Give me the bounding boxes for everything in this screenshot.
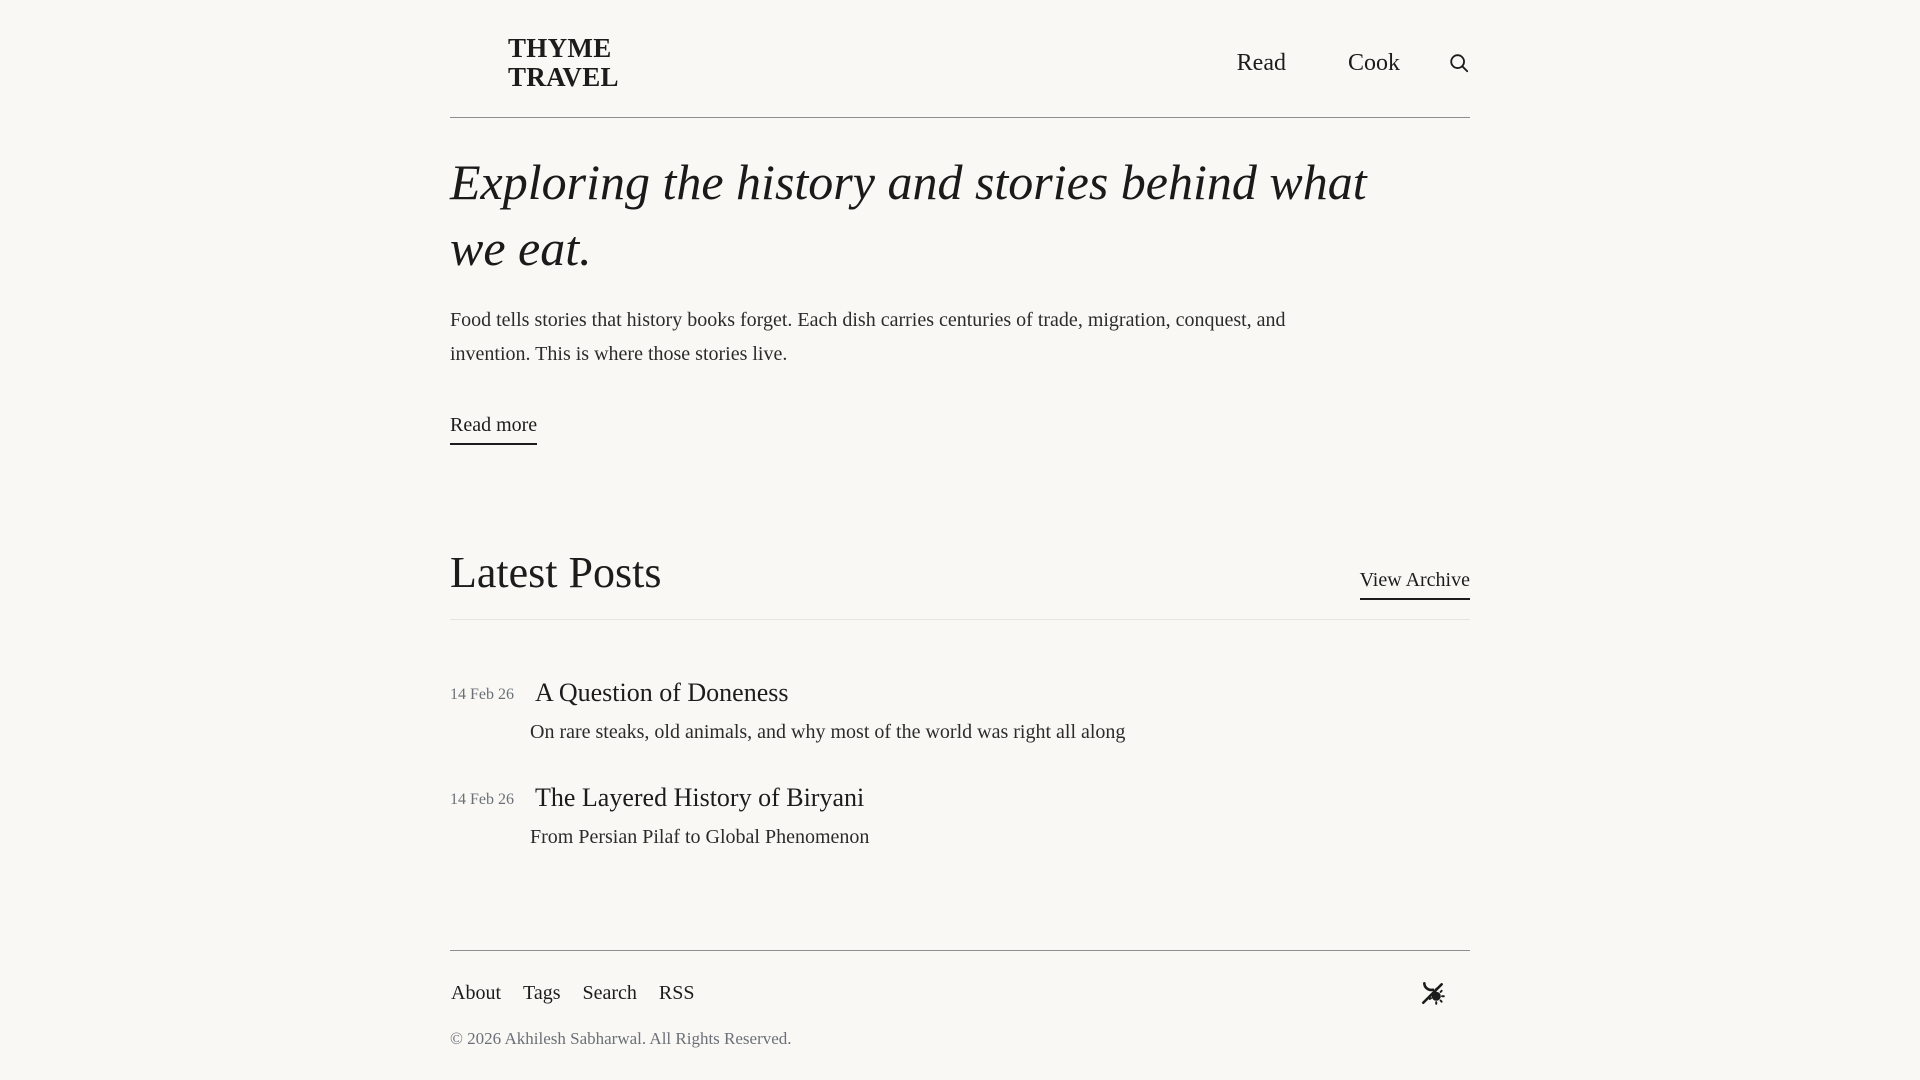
post-title-link[interactable]: The Layered History of Biryani [535,783,865,812]
page-container [450,0,1470,1048]
logo-line-2: TRAVEL [508,62,619,92]
read-more-link[interactable]: Read more [450,412,537,445]
nav-cook-link[interactable]: Cook [1347,50,1400,76]
search-icon[interactable] [1448,52,1470,74]
footer-search-link[interactable]: Search [582,982,637,1004]
post-date: 14 Feb 26 [450,686,514,703]
logo-line-1: THYME [508,33,612,63]
site-header [450,0,1470,118]
view-archive-link[interactable]: View Archive [1360,567,1470,600]
footer-divider [450,950,1470,951]
post-subtitle: From Persian Pilaf to Global Phenomenon [530,826,870,848]
hero-description: Food tells stories that history books forget. Each dish carries centuries of trade, migration, conquest, and invention. This is where those stories live. [450,309,1286,365]
footer-about-link[interactable]: About [451,982,501,1004]
post-date: 14 Feb 26 [450,791,514,808]
latest-posts-divider [450,619,1470,620]
post-title-link[interactable]: A Question of Doneness [535,678,789,707]
post-subtitle: On rare steaks, old animals, and why most of the world was right all along [530,721,1126,743]
nav-read-link[interactable]: Read [1236,50,1286,76]
theme-toggle-icon[interactable] [1420,980,1446,1006]
site-logo[interactable] [508,34,619,92]
footer-tags-link[interactable]: Tags [523,982,561,1004]
copyright-text: © 2026 Akhilesh Sabharwal. All Rights Reserved. [450,1029,792,1048]
footer-rss-link[interactable]: RSS [658,982,695,1004]
hero-title: Exploring the history and stories behind what we eat. [450,154,1367,276]
latest-posts-heading: Latest Posts [450,548,662,597]
footer-nav [451,980,717,1006]
main-nav [1237,48,1470,78]
